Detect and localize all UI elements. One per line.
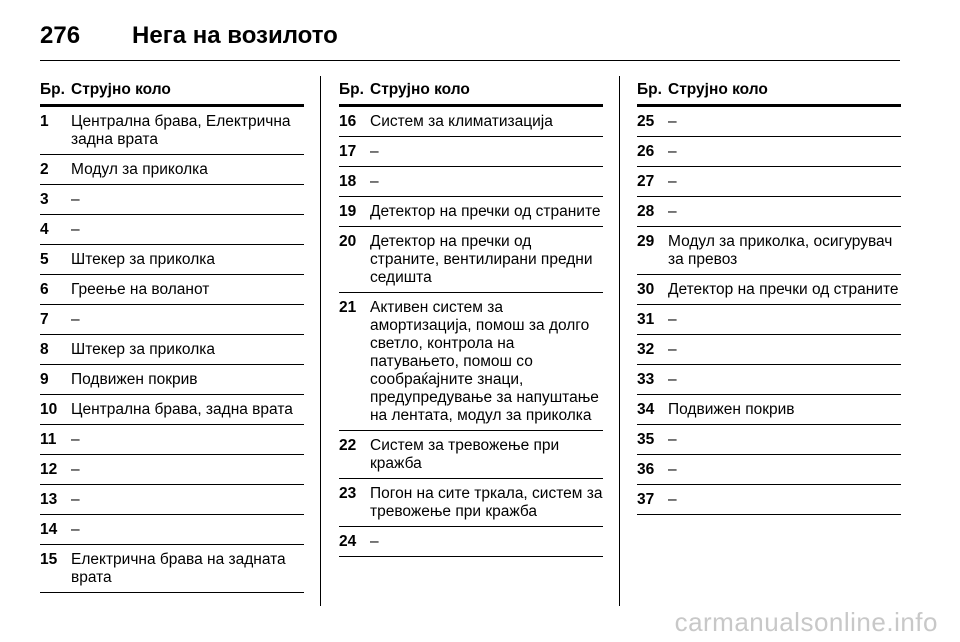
table-header	[339, 80, 603, 107]
table-row	[339, 137, 603, 167]
circuit-description: Детектор на пречки од страните, вентилирани предни седишта	[370, 233, 593, 286]
header-number: Бр.	[339, 81, 364, 98]
fuse-number: 25	[637, 113, 655, 130]
header-divider	[40, 60, 900, 61]
table-row	[637, 275, 901, 305]
table-row	[40, 185, 304, 215]
fuse-number: 33	[637, 371, 655, 388]
circuit-description: –	[668, 431, 677, 448]
table-row	[339, 293, 603, 431]
fuse-number: 16	[339, 113, 357, 130]
fuse-number: 1	[40, 113, 49, 130]
fuse-number: 37	[637, 491, 655, 508]
page-header	[40, 18, 900, 54]
table-row	[339, 479, 603, 527]
table-row	[637, 365, 901, 395]
fuse-number: 36	[637, 461, 655, 478]
table-row	[40, 335, 304, 365]
circuit-description: –	[668, 461, 677, 478]
fuse-number: 14	[40, 521, 58, 538]
circuit-description: –	[71, 221, 80, 238]
circuit-description: –	[668, 371, 677, 388]
fuse-number: 27	[637, 173, 655, 190]
circuit-description: Греење на воланот	[71, 281, 210, 298]
table-row	[339, 107, 603, 137]
table-row	[339, 527, 603, 557]
fuse-table-column-2	[339, 80, 603, 557]
table-row	[40, 395, 304, 425]
page-title: Нега на возилото	[132, 22, 338, 49]
fuse-number: 10	[40, 401, 58, 418]
circuit-description: Штекер за приколка	[71, 251, 215, 268]
table-row	[40, 515, 304, 545]
fuse-number: 22	[339, 437, 357, 454]
table-row	[40, 245, 304, 275]
circuit-description: Активен систем за амортизација, помош за долго светло, контрола на патувањето, помош со сообраќајните знаци, предупредување за напуштање на лентата, модул за приколка	[370, 299, 599, 424]
fuse-number: 4	[40, 221, 49, 238]
table-header	[637, 80, 901, 107]
header-number: Бр.	[40, 81, 65, 98]
table-row	[40, 305, 304, 335]
header-circuit: Струјно коло	[370, 81, 470, 98]
table-row	[637, 395, 901, 425]
circuit-description: –	[668, 203, 677, 220]
table-row	[40, 215, 304, 245]
circuit-description: –	[668, 311, 677, 328]
fuse-number: 18	[339, 173, 357, 190]
fuse-table-column-3	[637, 80, 901, 515]
fuse-number: 35	[637, 431, 655, 448]
fuse-number: 20	[339, 233, 357, 250]
fuse-number: 23	[339, 485, 357, 502]
table-row	[40, 545, 304, 593]
table-row	[40, 365, 304, 395]
table-row	[40, 455, 304, 485]
fuse-number: 21	[339, 299, 357, 316]
circuit-description: –	[668, 491, 677, 508]
table-row	[637, 167, 901, 197]
fuse-number: 34	[637, 401, 655, 418]
fuse-number: 28	[637, 203, 655, 220]
table-row	[339, 227, 603, 293]
table-row	[339, 197, 603, 227]
column-divider	[320, 76, 321, 606]
circuit-description: Штекер за приколка	[71, 341, 215, 358]
circuit-description: –	[668, 173, 677, 190]
circuit-description: –	[370, 143, 379, 160]
table-row	[637, 425, 901, 455]
fuse-number: 30	[637, 281, 655, 298]
header-number: Бр.	[637, 81, 662, 98]
table-row	[339, 167, 603, 197]
circuit-description: –	[71, 431, 80, 448]
table-row	[637, 227, 901, 275]
fuse-table-column-1	[40, 80, 304, 593]
fuse-number: 13	[40, 491, 58, 508]
fuse-number: 31	[637, 311, 655, 328]
table-row	[637, 485, 901, 515]
fuse-number: 2	[40, 161, 49, 178]
table-header	[40, 80, 304, 107]
page-number: 276	[40, 22, 81, 49]
circuit-description: Погон на сите тркала, систем за тревожење при кражба	[370, 485, 603, 520]
table-row	[637, 335, 901, 365]
circuit-description: –	[71, 311, 80, 328]
circuit-description: –	[71, 521, 80, 538]
fuse-number: 5	[40, 251, 49, 268]
circuit-description: –	[668, 143, 677, 160]
fuse-number: 12	[40, 461, 58, 478]
table-row	[40, 107, 304, 155]
table-row	[637, 107, 901, 137]
circuit-description: Модул за приколка	[71, 161, 208, 178]
fuse-number: 26	[637, 143, 655, 160]
table-row	[40, 155, 304, 185]
fuse-number: 6	[40, 281, 49, 298]
fuse-number: 11	[40, 431, 57, 448]
circuit-description: Детектор на пречки од страните	[370, 203, 601, 220]
table-row	[637, 197, 901, 227]
circuit-description: –	[668, 113, 677, 130]
circuit-description: –	[71, 191, 80, 208]
column-divider	[619, 76, 620, 606]
table-row	[339, 431, 603, 479]
circuit-description: Централна брава, Електрична задна врата	[71, 113, 291, 148]
fuse-number: 8	[40, 341, 49, 358]
circuit-description: Модул за приколка, осигурувач за превоз	[668, 233, 893, 268]
circuit-description: Подвижен покрив	[668, 401, 795, 418]
header-circuit: Струјно коло	[668, 81, 768, 98]
header-circuit: Струјно коло	[71, 81, 171, 98]
fuse-number: 32	[637, 341, 655, 358]
circuit-description: Централна брава, задна врата	[71, 401, 293, 418]
table-row	[637, 305, 901, 335]
fuse-number: 19	[339, 203, 357, 220]
circuit-description: –	[668, 341, 677, 358]
table-row	[637, 455, 901, 485]
circuit-description: Систем за тревожење при кражба	[370, 437, 560, 472]
circuit-description: Систем за климатизација	[370, 113, 553, 130]
circuit-description: –	[370, 533, 379, 550]
circuit-description: –	[370, 173, 379, 190]
fuse-number: 17	[339, 143, 357, 160]
circuit-description: Детектор на пречки од страните	[668, 281, 899, 298]
fuse-number: 15	[40, 551, 58, 568]
circuit-description: Подвижен покрив	[71, 371, 198, 388]
circuit-description: –	[71, 461, 80, 478]
table-row	[637, 137, 901, 167]
fuse-number: 24	[339, 533, 357, 550]
fuse-number: 7	[40, 311, 49, 328]
circuit-description: Електрична брава на задната врата	[71, 551, 286, 586]
fuse-number: 29	[637, 233, 655, 250]
fuse-number: 3	[40, 191, 49, 208]
table-row	[40, 425, 304, 455]
circuit-description: –	[71, 491, 80, 508]
table-row	[40, 275, 304, 305]
fuse-number: 9	[40, 371, 49, 388]
table-row	[40, 485, 304, 515]
watermark: carmanualsonline.info	[674, 607, 938, 637]
